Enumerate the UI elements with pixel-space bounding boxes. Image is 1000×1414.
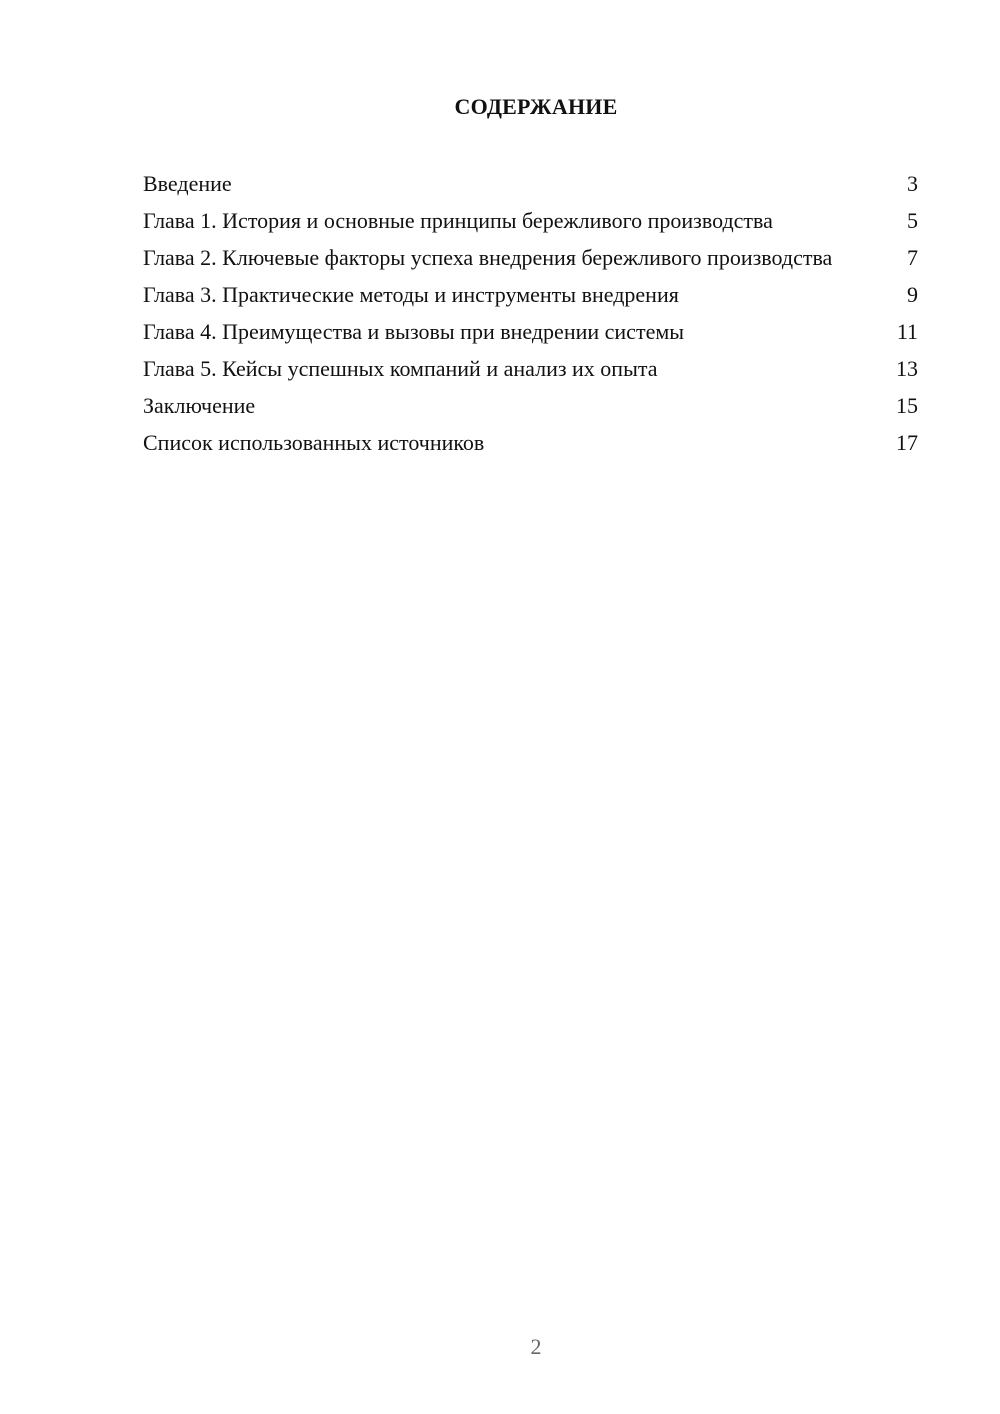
toc-entry-title: Заключение (143, 393, 256, 418)
toc-entry-page: 11 (896, 319, 918, 344)
toc-entry-title: Глава 5. Кейсы успешных компаний и анализ их опыта (143, 356, 658, 381)
toc-entry-references[interactable] (143, 429, 918, 456)
toc-entry-chapter-3[interactable] (143, 281, 918, 308)
toc-entry-chapter-5[interactable] (143, 355, 918, 382)
toc-entry-conclusion[interactable] (143, 392, 918, 419)
toc-entry-title: Глава 3. Практические методы и инструменты внедрения (143, 282, 679, 307)
toc-entry-title: Введение (143, 171, 232, 196)
toc-entry-title: Глава 1. История и основные принципы бережливого производства (143, 208, 773, 233)
toc-entry-page: 7 (907, 245, 918, 270)
page-number: 2 (530, 1334, 542, 1359)
toc-entry-page: 3 (907, 171, 918, 196)
toc-entry-chapter-4[interactable] (143, 318, 918, 345)
toc-entry-page: 17 (896, 430, 918, 455)
toc-entry-title: Глава 2. Ключевые факторы успеха внедрения бережливого производства (143, 245, 833, 270)
toc-entry-page: 13 (896, 356, 918, 381)
toc-entry-chapter-1[interactable] (143, 207, 918, 234)
toc-entry-chapter-2[interactable] (143, 244, 918, 271)
toc-entry-page: 5 (907, 208, 918, 233)
page-title: СОДЕРЖАНИЕ (454, 94, 618, 119)
toc-entry-page: 15 (896, 393, 918, 418)
toc-entry-page: 9 (907, 282, 918, 307)
toc-entry-title: Глава 4. Преимущества и вызовы при внедрении системы (143, 319, 685, 344)
toc-entry-introduction[interactable] (143, 170, 918, 197)
toc-entry-title: Список использованных источников (143, 430, 485, 455)
table-of-contents (143, 170, 918, 466)
